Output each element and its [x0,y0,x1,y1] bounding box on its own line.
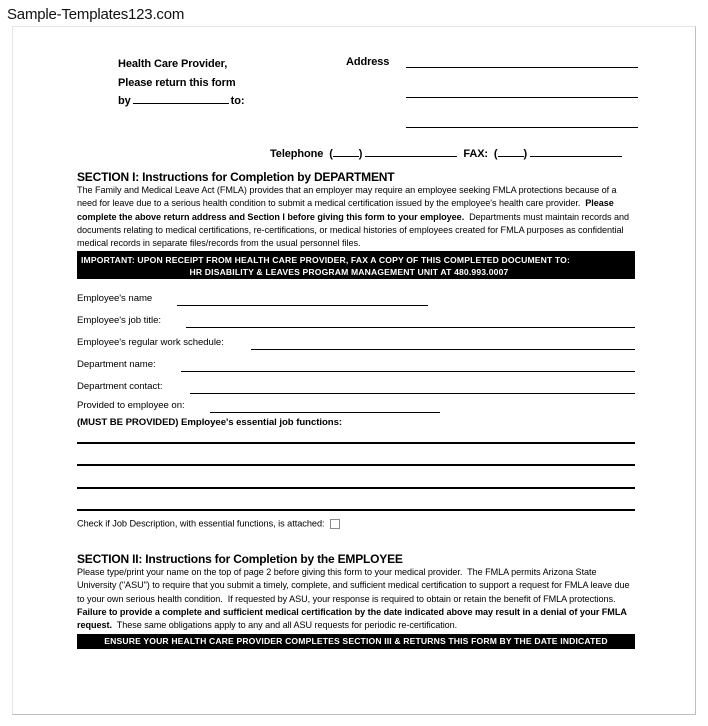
field-input-department-name[interactable] [181,371,635,372]
section-2-paragraph-part-1: Please type/print your name on the top of page 2 before giving this form to your medical provider. The FMLA permits Arizona State University ("ASU") to require that you submit a timely, complete, and sufficient medical certification to support a request for FMLA leave due to your own serious health condition. If requested by ASU, your response is required to obtain or retain the benefit of FMLA protections. [77,567,630,604]
telephone-paren-close: ) [358,148,363,160]
section-2-paragraph [77,566,635,632]
telephone-number-field[interactable] [365,146,457,157]
essential-functions-blank-line-2[interactable] [77,464,635,466]
field-label-work-schedule: Employee's regular work schedule: [77,337,224,348]
provider-return-line-1: Health Care Provider, [118,58,228,70]
address-label: Address [346,56,390,68]
field-input-work-schedule[interactable] [251,349,635,350]
section-1-paragraph-bold: Please complete the above return address and Section I before giving this form to your employee. [77,198,614,222]
address-field-line-2[interactable] [406,97,638,98]
important-banner-line-2: HR DISABILITY & LEAVES PROGRAM MANAGEMENT UNIT AT 480.993.0007 [189,266,509,277]
return-by-label: by [118,95,131,107]
field-label-department-contact: Department contact: [77,381,163,392]
return-to-label: to: [230,95,245,107]
essential-functions-blank-line-1[interactable] [77,442,635,444]
fax-paren-open: ( [490,148,498,160]
essential-functions-label: (MUST BE PROVIDED) Employee's essential job functions: [77,417,343,428]
field-input-employee-name[interactable] [177,305,428,306]
job-description-checkbox-row [77,518,340,529]
telephone-label: Telephone [270,148,324,160]
field-label-provided-to-employee-on: Provided to employee on: [77,400,185,411]
important-fax-banner [77,251,635,279]
field-label-employee-name: Employee's name [77,293,153,304]
job-description-checkbox[interactable] [330,519,340,529]
telephone-fax-row [270,146,625,160]
fax-number-field[interactable] [530,146,622,157]
section-1-paragraph [77,184,635,250]
fax-area-code-field[interactable] [498,146,524,157]
watermark-label: Sample-Templates123.com [7,6,185,23]
provider-return-instruction [118,55,348,111]
job-description-checkbox-label: Check if Job Description, with essential functions, is attached: [77,518,325,529]
important-banner-line-1: IMPORTANT: UPON RECEIPT FROM HEALTH CARE PROVIDER, FAX A COPY OF THIS COMPLETED DOCUMENT TO: [81,255,571,265]
field-input-provided-to-employee-on[interactable] [210,412,440,413]
address-field-line-1[interactable] [406,67,638,68]
section-2-paragraph-part-2: These same obligations apply to any and all ASU requests for periodic re-certification. [111,620,458,631]
provider-return-line-2: Please return this form [118,76,236,89]
return-by-date-field[interactable] [133,92,229,104]
ensure-provider-banner: ENSURE YOUR HEALTH CARE PROVIDER COMPLETES SECTION III & RETURNS THIS FORM BY THE DATE INDICATED [77,634,635,649]
section-2-heading: SECTION II: Instructions for Completion by the EMPLOYEE [77,552,403,566]
section-1-paragraph-part-1: The Family and Medical Leave Act (FMLA) provides that an employer may require an employee seeking FMLA protections because of a need for leave due to a serious health condition to submit a medical certification issued by the employee's health care provider. [77,185,617,209]
field-label-department-name: Department name: [77,359,156,370]
provider-return-line-3 [118,92,348,111]
section-1-heading: SECTION I: Instructions for Completion by DEPARTMENT [77,170,395,184]
telephone-paren-open: ( [326,148,333,160]
essential-functions-blank-line-3[interactable] [77,487,635,489]
address-field-line-3[interactable] [406,127,638,128]
section-2-paragraph-bold: Failure to provide a complete and sufficient medical certification by the date indicated above may result in a denial of your FMLA request. [77,606,627,631]
field-input-department-contact[interactable] [190,393,635,394]
essential-functions-blank-line-4[interactable] [77,509,635,511]
section-1-paragraph-part-2: Departments must maintain records and documents relating to medical certifications, re-certifications, or medical histories of employees created for FMLA purposes as confidential medical records in separate files/records from the usual personnel files. [77,211,630,249]
fax-paren-close: ) [523,148,528,160]
fax-label: FAX: [463,148,488,160]
field-label-employee-job-title: Employee's job title: [77,315,161,326]
address-block [346,55,638,85]
address-row [346,55,638,85]
telephone-area-code-field[interactable] [333,146,359,157]
field-input-employee-job-title[interactable] [186,327,635,328]
